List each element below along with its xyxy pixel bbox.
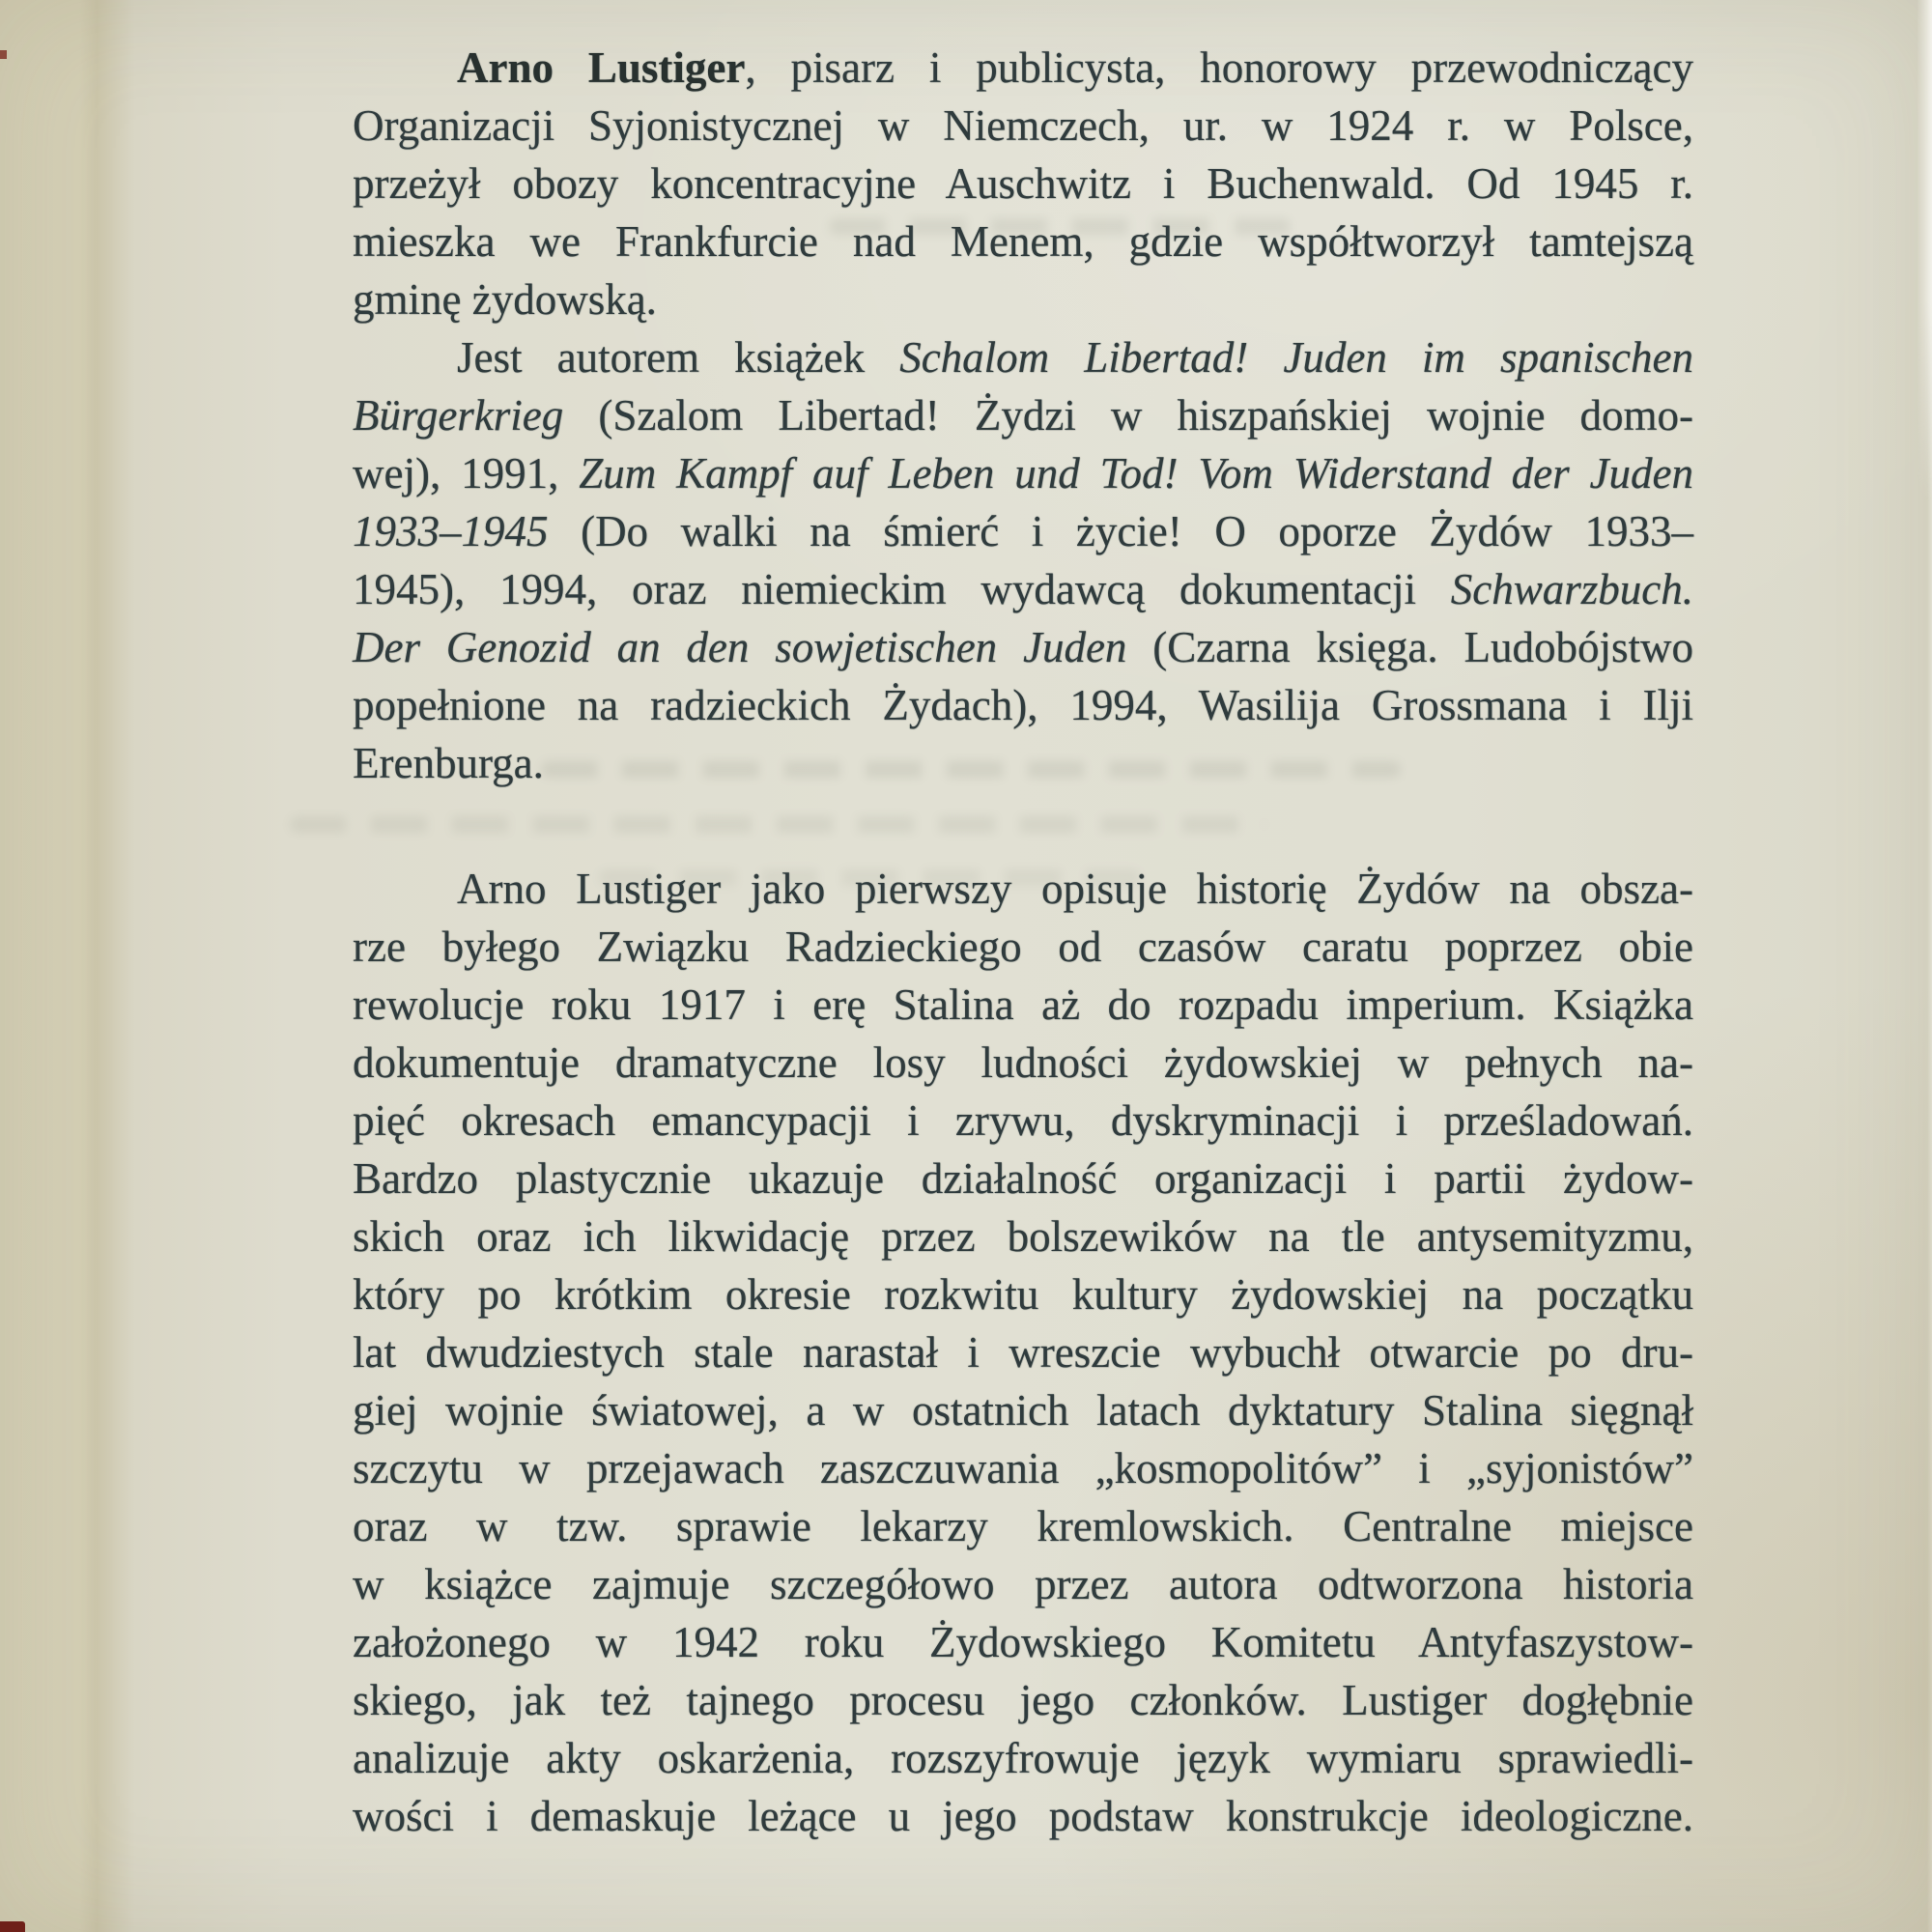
red-edge-dot (0, 50, 7, 59)
text-line (353, 1497, 1693, 1555)
text-segment: oraz w tzw. sprawie lekarzy kremlowskich. Centralne miejsce (353, 1502, 1693, 1550)
paragraph (353, 39, 1693, 328)
text-segment: (Czarna księga. Ludobójstwo (1126, 623, 1693, 671)
text-segment: w książce zajmuje szczegółowo przez autora odtworzona historia (353, 1560, 1693, 1608)
text-segment: rze byłego Związku Radzieckiego od czasów caratu poprzez obie (353, 923, 1693, 971)
text-line (353, 1381, 1693, 1439)
text-segment: rewolucje roku 1917 i erę Stalina aż do rozpadu imperium. Książka (353, 980, 1693, 1029)
text-segment: 1933–1945 (353, 507, 549, 555)
text-segment: skiego, jak też tajnego procesu jego członków. Lustiger dogłębnie (353, 1676, 1693, 1724)
text-line (353, 97, 1693, 155)
text-segment: założonego w 1942 roku Żydowskiego Komitetu Antyfaszystow- (353, 1618, 1693, 1666)
text-segment: 1945), 1994, oraz niemieckim wydawcą dokumentacji (353, 565, 1451, 613)
text-line (353, 676, 1693, 734)
text-segment: skich oraz ich likwidację przez bolszewików na tle antysemityzmu, (353, 1212, 1693, 1261)
text-segment: dokumentuje dramatyczne losy ludności żydowskiej w pełnych na- (353, 1038, 1693, 1087)
text-line (353, 734, 1693, 792)
text-line (353, 1208, 1693, 1265)
red-corner-mark (0, 1921, 25, 1932)
text-line (353, 1323, 1693, 1381)
text-line (353, 1265, 1693, 1323)
text-line (353, 1729, 1693, 1787)
text-line (353, 39, 1693, 97)
text-line (353, 918, 1693, 976)
text-segment: szczytu w przejawach zaszczuwania „kosmopolitów” i „syjonistów” (353, 1444, 1693, 1492)
text-line (353, 560, 1693, 618)
page-right-edge-highlight (1917, 0, 1932, 502)
text-segment: mieszka we Frankfurcie nad Menem, gdzie współtworzył tamtejszą (353, 217, 1693, 266)
text-line (353, 213, 1693, 270)
text-line (353, 444, 1693, 502)
text-segment: Erenburga. (353, 739, 544, 787)
text-segment: który po krótkim okresie rozkwitu kultury żydowskiej na początku (353, 1270, 1693, 1319)
text-segment: Bardzo plastycznie ukazuje działalność organizacji i partii żydow- (353, 1154, 1693, 1203)
text-line (353, 502, 1693, 560)
text-segment: Schalom Libertad! Juden im spanischen (899, 333, 1693, 382)
text-block (353, 39, 1693, 1845)
text-segment: pięć okresach emancypacji i zrywu, dyskryminacji i prześladowań. (353, 1096, 1693, 1145)
text-line (353, 976, 1693, 1034)
text-line (353, 1613, 1693, 1671)
text-segment: (Szalom Libertad! Żydzi w hiszpańskiej wojnie domo- (563, 391, 1693, 440)
text-segment: Jest autorem książek (457, 333, 900, 382)
text-segment: Arno Lustiger jako pierwszy opisuje historię Żydów na obsza- (457, 865, 1693, 913)
text-line (353, 386, 1693, 444)
text-line (353, 1150, 1693, 1208)
text-segment: wości i demaskuje leżące u jego podstaw konstrukcje ideologiczne. (353, 1792, 1693, 1840)
text-segment: lat dwudziestych stale narastał i wreszcie wybuchł otwarcie po dru- (353, 1328, 1693, 1377)
text-segment: Organizacji Syjonistycznej w Niemczech, ur. w 1924 r. w Polsce, (353, 101, 1693, 150)
text-line (353, 1671, 1693, 1729)
text-segment: Schwarzbuch. (1450, 565, 1693, 613)
text-line (353, 1092, 1693, 1150)
text-line (353, 1555, 1693, 1613)
text-line (353, 155, 1693, 213)
text-segment: wej), 1991, (353, 449, 580, 497)
paragraph (353, 860, 1693, 1845)
paragraph (353, 328, 1693, 792)
text-segment: Arno Lustiger (457, 43, 746, 92)
text-segment: gminę żydowską. (353, 275, 657, 324)
text-line (353, 1439, 1693, 1497)
text-segment: analizuje akty oskarżenia, rozszyfrowuje język wymiaru sprawiedli- (353, 1734, 1693, 1782)
text-line (353, 860, 1693, 918)
text-line (353, 328, 1693, 386)
text-segment: Bürgerkrieg (353, 391, 564, 440)
text-segment: , pisarz i publicysta, honorowy przewodniczący (745, 43, 1693, 92)
text-segment: Zum Kampf auf Leben und Tod! Vom Widerstand der Juden (579, 449, 1693, 497)
text-segment: giej wojnie światowej, a w ostatnich latach dyktatury Stalina sięgnął (353, 1386, 1693, 1435)
text-line (353, 618, 1693, 676)
text-line (353, 270, 1693, 328)
text-segment: Der Genozid an den sowjetischen Juden (353, 623, 1127, 671)
text-segment: przeżył obozy koncentracyjne Auschwitz i Buchenwald. Od 1945 r. (353, 159, 1693, 208)
text-segment: popełnione na radzieckich Żydach), 1994, Wasilija Grossmana i Ilji (353, 681, 1693, 729)
text-segment: (Do walki na śmierć i życie! O oporze Żydów 1933– (548, 507, 1693, 555)
text-line (353, 1787, 1693, 1845)
text-line (353, 1034, 1693, 1092)
